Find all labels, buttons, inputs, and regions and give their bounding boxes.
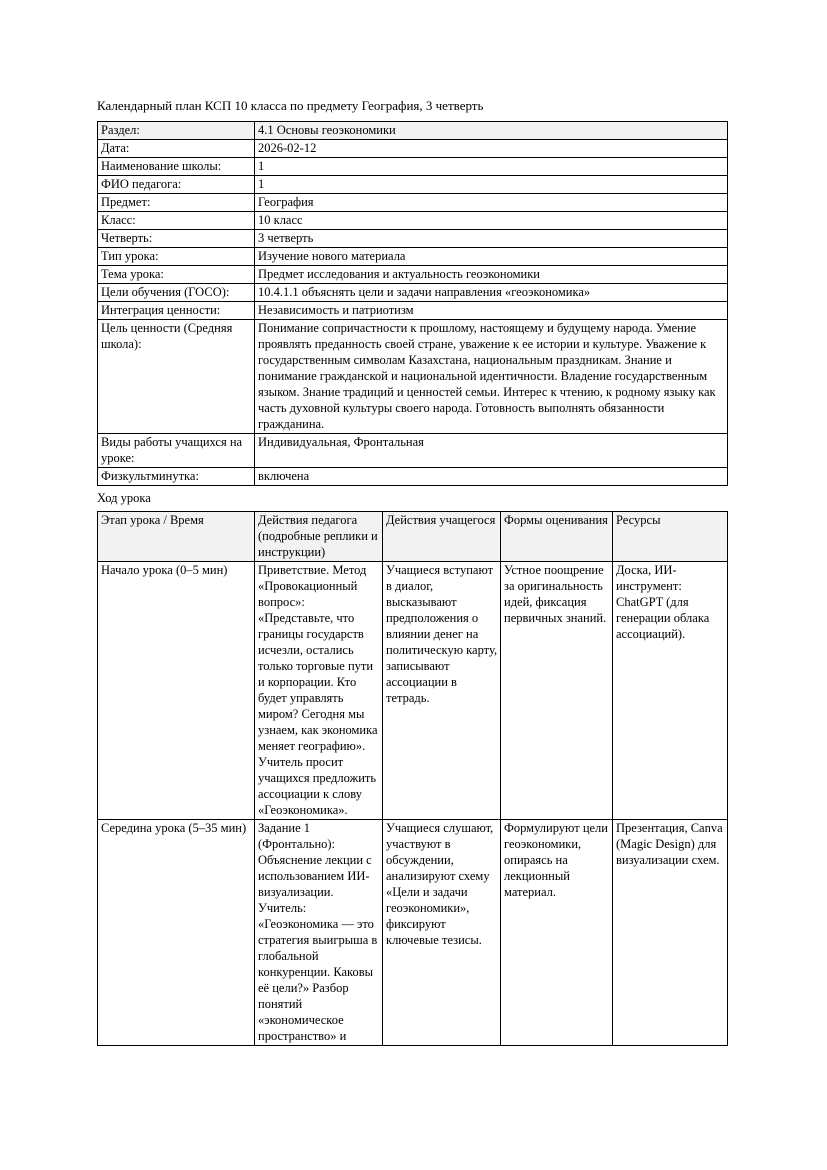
info-row bbox=[98, 248, 728, 266]
lesson-cell-student: Учащиеся вступают в диалог, высказывают предположения о влиянии денег на политическую карту, записывают ассоциации в тетрадь. bbox=[383, 562, 501, 820]
lesson-table-row bbox=[98, 562, 728, 820]
info-row-label: Цель ценности (Средняя школа): bbox=[98, 320, 255, 434]
info-row-value: География bbox=[255, 194, 728, 212]
info-row bbox=[98, 434, 728, 468]
info-row bbox=[98, 284, 728, 302]
info-row-label: Цели обучения (ГОСО): bbox=[98, 284, 255, 302]
info-row-value: 2026-02-12 bbox=[255, 140, 728, 158]
lesson-table-header-cell: Действия учащегося bbox=[383, 512, 501, 562]
lesson-table-header-cell: Этап урока / Время bbox=[98, 512, 255, 562]
info-row-label: Наименование школы: bbox=[98, 158, 255, 176]
info-row-value: включена bbox=[255, 468, 728, 486]
info-row-value: Понимание сопричастности к прошлому, настоящему и будущему народа. Умение проявлять преданность своей стране, уважение к ее истории и культуре. Уважение к государственным символам Казахстана, национальным праздникам. Знание и понимание гражданской и национальной идентичности. Владение государственным языком. Знание традиций и ценностей семьи. Интерес к чтению, к родному языку как часть духовной культуры своего народа. Готовность выполнять обязанности гражданина. bbox=[255, 320, 728, 434]
info-row-value: Независимость и патриотизм bbox=[255, 302, 728, 320]
info-row-label: Дата: bbox=[98, 140, 255, 158]
info-row bbox=[98, 230, 728, 248]
lesson-cell-resources: Доска, ИИ-инструмент: ChatGPT (для генерации облака ассоциаций). bbox=[613, 562, 728, 820]
lesson-cell-assessment: Формулируют цели геоэкономики, опираясь на лекционный материал. bbox=[501, 820, 613, 1046]
lesson-flow-table bbox=[97, 511, 728, 1046]
info-row bbox=[98, 122, 728, 140]
info-row-label: Виды работы учащихся на уроке: bbox=[98, 434, 255, 468]
info-row-value: 1 bbox=[255, 176, 728, 194]
info-row-value: 3 четверть bbox=[255, 230, 728, 248]
lesson-table-header-cell: Ресурсы bbox=[613, 512, 728, 562]
page-title: Календарный план КСП 10 класса по предмету География, 3 четверть bbox=[97, 98, 484, 113]
info-row-label: Тип урока: bbox=[98, 248, 255, 266]
info-row-value: Изучение нового материала bbox=[255, 248, 728, 266]
lesson-table-header-cell: Действия педагога (подробные реплики и инструкции) bbox=[255, 512, 383, 562]
info-row-value: Индивидуальная, Фронтальная bbox=[255, 434, 728, 468]
info-row bbox=[98, 320, 728, 434]
info-row bbox=[98, 176, 728, 194]
info-row-label: Четверть: bbox=[98, 230, 255, 248]
info-row-label: Тема урока: bbox=[98, 266, 255, 284]
info-row-value: Предмет исследования и актуальность геоэкономики bbox=[255, 266, 728, 284]
info-row-label: Физкультминутка: bbox=[98, 468, 255, 486]
lesson-cell-stage: Середина урока (5–35 мин) bbox=[98, 820, 255, 1046]
info-row bbox=[98, 140, 728, 158]
lesson-cell-teacher: Приветствие. Метод «Провокационный вопрос»: «Представьте, что границы государств исчезли, остались только торговые пути и корпорации. Кто будет управлять миром? Сегодня мы узнаем, как экономика меняет географию». Учитель просит учащихся предложить ассоциации к слову «Геоэкономика». bbox=[255, 562, 383, 820]
info-row-value: 4.1 Основы геоэкономики bbox=[255, 122, 728, 140]
info-row bbox=[98, 468, 728, 486]
lesson-table-header-cell: Формы оценивания bbox=[501, 512, 613, 562]
lesson-table-row bbox=[98, 820, 728, 1046]
info-row-label: Раздел: bbox=[98, 122, 255, 140]
section-heading: Ход урока bbox=[97, 491, 151, 505]
lesson-cell-assessment: Устное поощрение за оригинальность идей, фиксация первичных знаний. bbox=[501, 562, 613, 820]
info-row-value: 10 класс bbox=[255, 212, 728, 230]
lesson-cell-resources: Презентация, Canva (Magic Design) для визуализации схем. bbox=[613, 820, 728, 1046]
info-row bbox=[98, 158, 728, 176]
lesson-table-header-row bbox=[98, 512, 728, 562]
info-row-label: Класс: bbox=[98, 212, 255, 230]
info-row-label: Интеграция ценности: bbox=[98, 302, 255, 320]
lesson-cell-stage: Начало урока (0–5 мин) bbox=[98, 562, 255, 820]
info-row-label: ФИО педагога: bbox=[98, 176, 255, 194]
lesson-cell-teacher: Задание 1 (Фронтально): Объяснение лекции с использованием ИИ-визуализации. Учитель: «Геоэкономика — это стратегия выигрыша в глобальной конкуренции. Каковы её цели?» Разбор понятий «экономическое пространство» и bbox=[255, 820, 383, 1046]
info-row-value: 1 bbox=[255, 158, 728, 176]
info-row-value: 10.4.1.1 объяснять цели и задачи направления «геоэкономика» bbox=[255, 284, 728, 302]
info-row bbox=[98, 302, 728, 320]
lesson-cell-student: Учащиеся слушают, участвуют в обсуждении, анализируют схему «Цели и задачи геоэкономики», фиксируют ключевые тезисы. bbox=[383, 820, 501, 1046]
lesson-info-table bbox=[97, 121, 728, 486]
info-row bbox=[98, 194, 728, 212]
info-row-label: Предмет: bbox=[98, 194, 255, 212]
info-row bbox=[98, 266, 728, 284]
info-row bbox=[98, 212, 728, 230]
